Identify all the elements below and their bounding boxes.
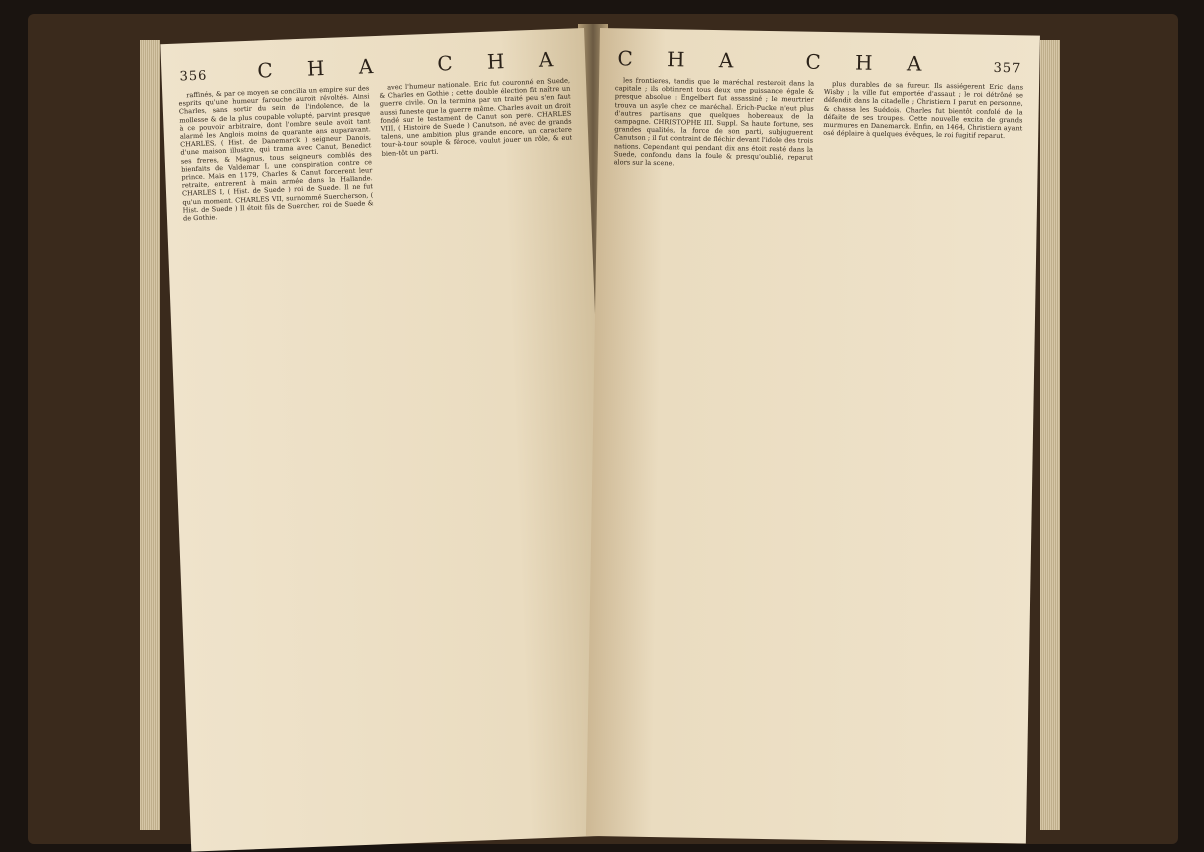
text-columns [162, 76, 591, 225]
right-page [586, 28, 1040, 844]
running-head: C H A [805, 49, 936, 76]
page-edges-left [140, 40, 160, 830]
running-head: C H A [256, 53, 388, 83]
text-column [823, 80, 1024, 176]
text-column [379, 77, 575, 217]
text-column [614, 76, 815, 172]
paragraph: les frontieres, tandis que le maréchal resteroit dans la capitale ; ils obtinrent tous deux une puissance égale & presque absolue : Engelbert fut assassiné ; le meurtrier trouva un asyle chez ce maréchal. Erich-Pucke n'eut plus d'autres partisans que quelques hobereaux de la campagne. CHRISTOPHE III. Suppl. Sa haute fortune, ses grandes qualités, la force de son parti, subjuguerent Canutson ; il fut contraint de fléchir devant l'idole des trois nations. Cependant qui pendant dix ans étoit resté dans la Suede, confondu dans la foule & presqu'oublié, reparut alors sur la scene. [613, 76, 815, 168]
text-column [178, 84, 374, 224]
paragraph: raffinés, & par ce moyen se concilia un empire sur des esprits qu'une humeur farouche auroit révoltés. Ainsi Charles, sans sortir du sein de l'indolence, de la mollesse & de la plus coupable volupté, parvint presque à ce pouvoir arbitraire, dont l'ombre seule avoit tant alarmé les Anglois moins de quarante ans auparavant. CHARLES, ( Hist. de Danemarck ) seigneur Danois, d'une maison illustre, qui trama avec Canut, Benedict ses freres, & Magnus, tous seigneurs comblés des bienfaits de Valdemar I, une conspiration contre ce prince. Mais en 1179, Charles & Canut forcerent leur retraite, entrerent à main armée dans la Hallande. CHARLES I, ( Hist. de Suede ) roi de Suede. Il ne fut qu'un moment. CHARLES VII, surnommé Suercherson, ( Hist. de Suede ) Il étoit fils de Suercher, roi de Suede & de Gothie. [178, 84, 374, 223]
running-head: C H A [436, 46, 568, 76]
page-edges-right [1040, 40, 1060, 830]
page-number: 356 [179, 68, 208, 85]
right-page-header [599, 28, 1040, 84]
left-page [160, 28, 615, 852]
running-head: C H A [617, 46, 748, 73]
page-number: 357 [993, 60, 1022, 77]
paragraph: plus durables de sa fureur. Ils assiégerent Eric dans Wisby ; la ville fut emportée d'assaut ; le roi détrôné se défendit dans la citadelle ; Christiern I parut en personne, & chassa les Suédois. Charles fut bientôt confolé de la défaite de ses troupes. Cette nouvelle excita de grands murmures en Danemarck. Enfin, en 1464, Christiern ayant osé déplaire à quelques évêques, le roi fugitif reparut. [823, 80, 1024, 141]
paragraph: avec l'humeur nationale. Eric fut couronné en Suede, & Charles en Gothie ; cette double élection fit naître un guerre civile. On la termina par un traité peu s'en faut aussi funeste que la guerre même. Charles avoit un droit fondé sur le testament de Canut son pere. CHARLES VIII, ( Histoire de Suede ) Canutson, né avec de grands talens, une ambition plus grande encore, un caractere tour-à-tour souple & féroce, voulut jouer un rôle, & eut bien-tôt un parti. [379, 76, 573, 158]
text-columns [598, 76, 1040, 176]
